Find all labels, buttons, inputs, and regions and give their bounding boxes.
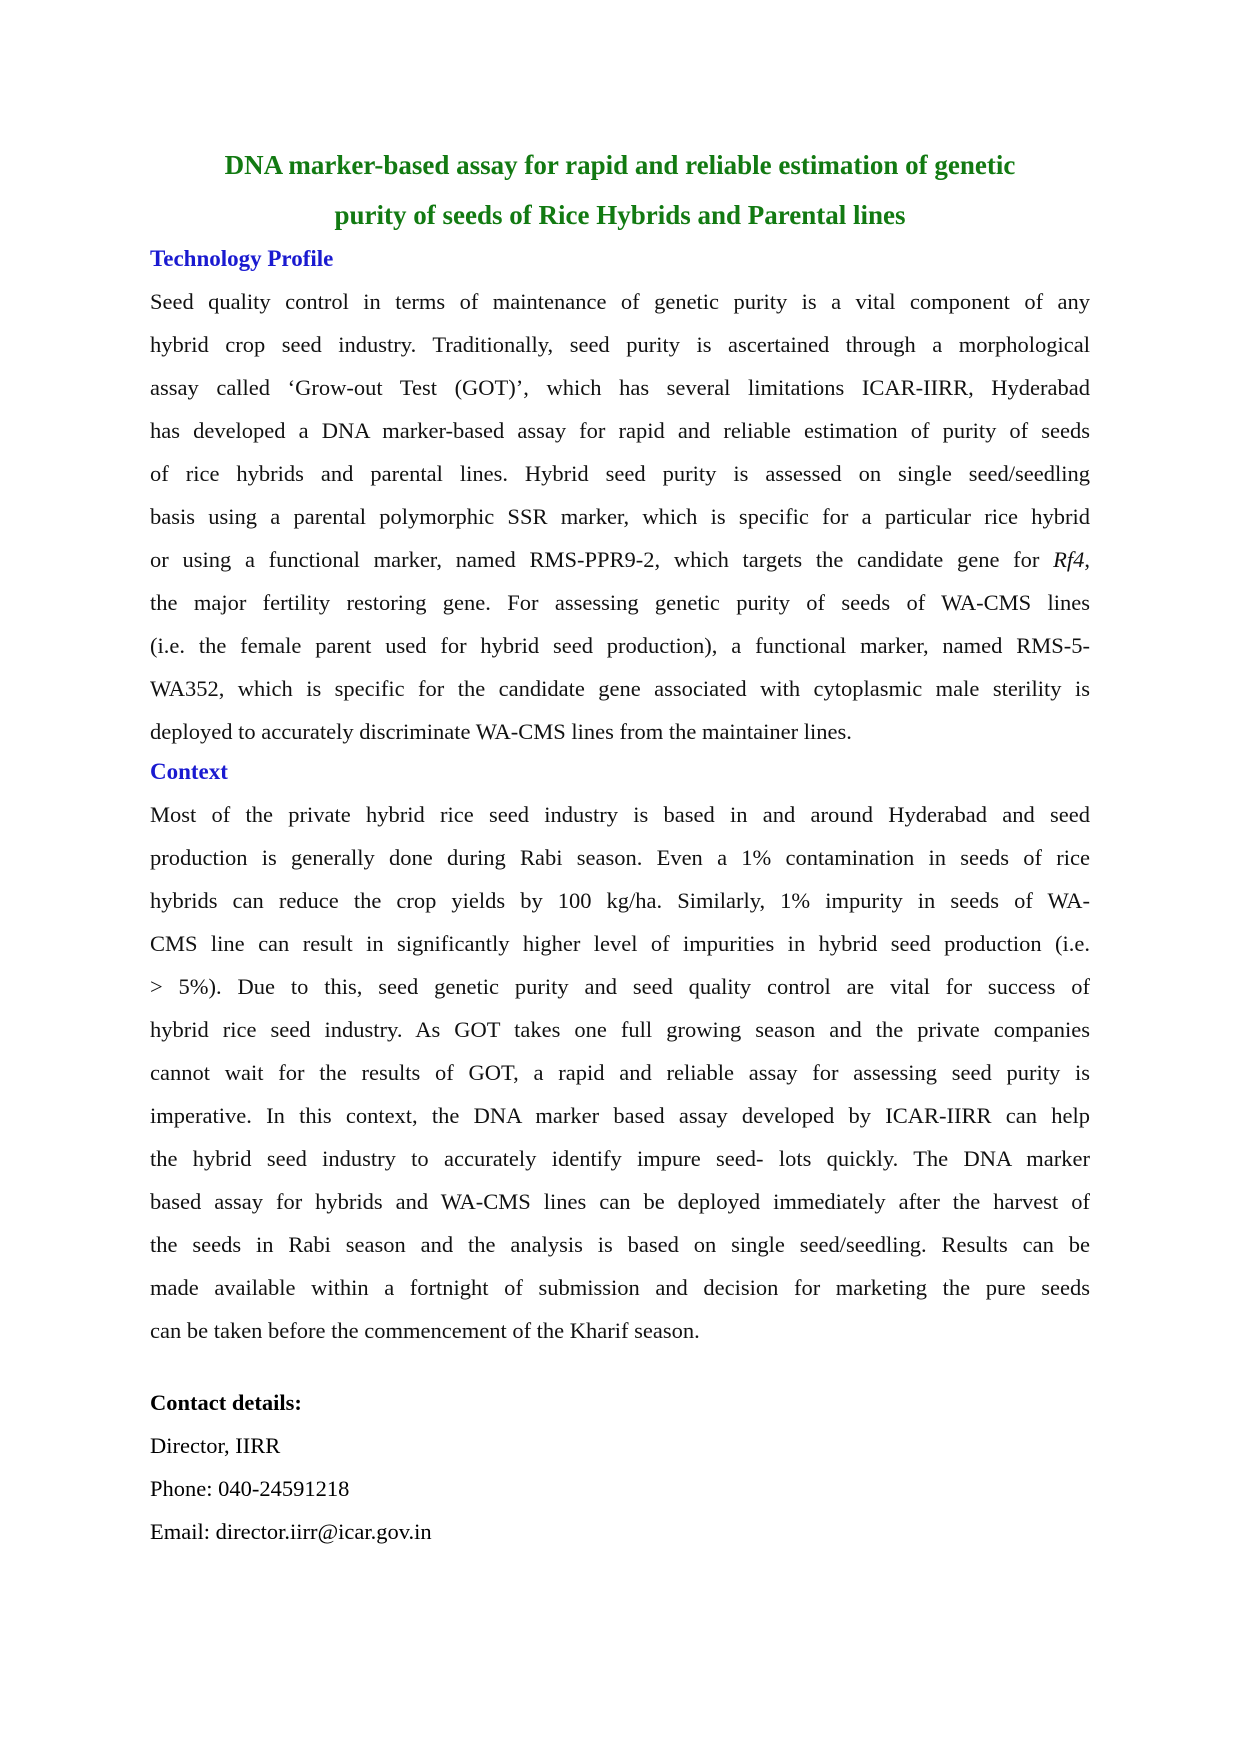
text-line: the hybrid seed industry to accurately identify impure seed- lots quickly. The DNA marker: [150, 1146, 1090, 1171]
text-segment: ,: [1084, 547, 1090, 572]
contact-email: Email: director.iirr@icar.gov.in: [150, 1519, 432, 1544]
text-line: basis using a parental polymorphic SSR marker, which is specific for a particular rice hybrid: [150, 504, 1090, 529]
text-line: imperative. In this context, the DNA marker based assay developed by ICAR-IIRR can help: [150, 1103, 1090, 1128]
text-line: WA352, which is specific for the candidate gene associated with cytoplasmic male sterility is: [150, 676, 1090, 701]
contact-heading: Contact details:: [150, 1390, 302, 1415]
text-line: the major fertility restoring gene. For assessing genetic purity of seeds of WA-CMS lines: [150, 590, 1090, 615]
text-line: based assay for hybrids and WA-CMS lines can be deployed immediately after the harvest of: [150, 1189, 1090, 1214]
text-line: can be taken before the commencement of the Kharif season.: [150, 1318, 700, 1343]
text-line-with-gene: [150, 538, 1090, 581]
contact-phone: Phone: 040-24591218: [150, 1476, 350, 1501]
context-section: [150, 757, 1090, 1352]
contact-name: Director, IIRR: [150, 1433, 281, 1458]
text-line: Most of the private hybrid rice seed industry is based in and around Hyderabad and seed: [150, 802, 1090, 827]
technology-profile-section: [150, 244, 1090, 753]
text-segment: or using a functional marker, named RMS-PPR9-2, which targets the candidate gene for: [150, 547, 1054, 572]
text-line: (i.e. the female parent used for hybrid seed production), a functional marker, named RMS-5-: [150, 633, 1090, 658]
text-line: of rice hybrids and parental lines. Hybrid seed purity is assessed on single seed/seedling: [150, 461, 1090, 486]
text-line: made available within a fortnight of submission and decision for marketing the pure seeds: [150, 1275, 1090, 1300]
title-line-1: DNA marker-based assay for rapid and reliable estimation of genetic: [224, 150, 1016, 180]
text-line: hybrid crop seed industry. Traditionally, seed purity is ascertained through a morphological: [150, 332, 1090, 357]
text-line: production is generally done during Rabi season. Even a 1% contamination in seeds of rice: [150, 845, 1090, 870]
text-line: assay called ‘Grow-out Test (GOT)’, which has several limitations ICAR-IIRR, Hyderabad: [150, 375, 1090, 400]
text-line: Seed quality control in terms of maintenance of genetic purity is a vital component of any: [150, 289, 1090, 314]
text-line: cannot wait for the results of GOT, a rapid and reliable assay for assessing seed purity is: [150, 1060, 1090, 1085]
context-heading: Context: [150, 759, 228, 784]
gene-name-italic: Rf4: [1053, 547, 1085, 572]
text-line: hybrids can reduce the crop yields by 100 kg/ha. Similarly, 1% impurity in seeds of WA-: [150, 888, 1090, 913]
document-page: [150, 140, 1090, 1553]
technology-profile-paragraph: [150, 280, 1090, 753]
text-line: CMS line can result in significantly higher level of impurities in hybrid seed production (i.e.: [150, 931, 1090, 956]
text-line: the seeds in Rabi season and the analysis is based on single seed/seedling. Results can be: [150, 1232, 1090, 1257]
context-paragraph: [150, 793, 1090, 1352]
document-title: [150, 140, 1090, 240]
text-line: has developed a DNA marker-based assay for rapid and reliable estimation of purity of seeds: [150, 418, 1090, 443]
title-line-2: purity of seeds of Rice Hybrids and Parental lines: [334, 200, 906, 230]
contact-section: [150, 1382, 1090, 1553]
technology-profile-heading: Technology Profile: [150, 246, 334, 271]
text-line: hybrid rice seed industry. As GOT takes one full growing season and the private companies: [150, 1017, 1090, 1042]
text-line: deployed to accurately discriminate WA-CMS lines from the maintainer lines.: [150, 719, 852, 744]
text-line: > 5%). Due to this, seed genetic purity and seed quality control are vital for success of: [150, 974, 1090, 999]
